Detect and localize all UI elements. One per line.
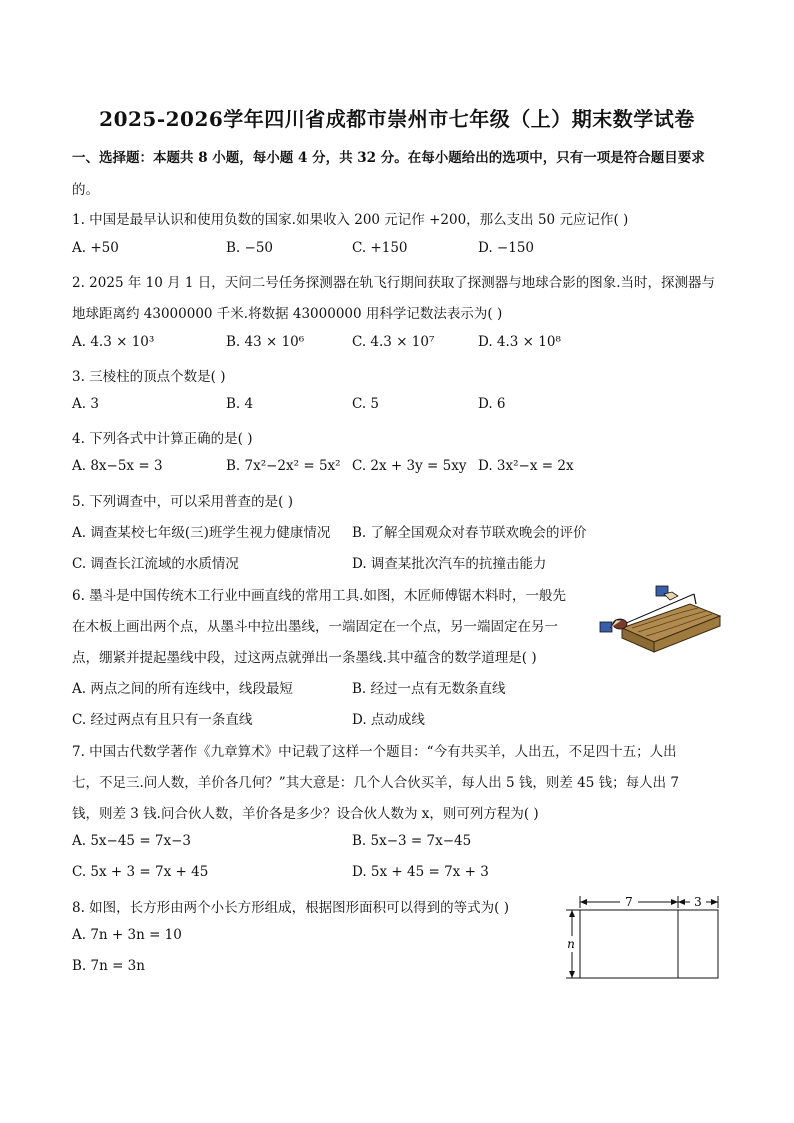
q8-option-b: B. 7n = 3n: [72, 958, 145, 974]
q2-stem-line2: 地球距离约 43000000 千米.将数据 43000000 用科学记数法表示为( ): [72, 306, 503, 322]
q6-stem-line2: 在木板上画出两个点，从墨斗中拉出墨线，一端固定在一个点，另一端固定在另一: [72, 619, 558, 635]
q5-option-c: C. 调查长江流域的水质情况: [72, 556, 239, 572]
q6-options-row2: [72, 708, 732, 726]
q3-option-c: C. 5: [352, 396, 380, 412]
q7-stem-line3: 钱，则差 3 钱.问合伙人数，羊价各是多少？设合伙人数为 x，则可列方程为( ): [72, 806, 539, 822]
q3-option-a: A. 3: [72, 396, 99, 412]
q1-options: [72, 240, 732, 258]
q4-option-c: C. 2x + 3y = 5xy: [352, 458, 467, 474]
outer-rectangle: [580, 910, 718, 978]
q6-option-b: B. 经过一点有无数条直线: [352, 681, 506, 697]
q6-stem-line3: 点，绷紧并提起墨线中段，过这两点就弹出一条墨线.其中蕴含的数学道理是( ): [72, 650, 537, 666]
q1-option-a: A. +50: [72, 240, 119, 256]
section-header-line1: 一、选择题：本题共 8 小题，每小题 4 分，共 32 分。在每小题给出的选项中，只有一项是符合题目要求: [72, 150, 705, 166]
q6-options-row1: [72, 677, 732, 695]
q2-stem-line1: 2. 2025 年 10 月 1 日，天问二号任务探测器在轨飞行期间获取了探测器与地球合影的图象.当时，探测器与: [72, 275, 716, 291]
q4-options: [72, 458, 732, 476]
q3-stem: 3. 三棱柱的顶点个数是( ): [72, 369, 226, 385]
q5-option-a: A. 调查某校七年级(三)班学生视力健康情况: [72, 525, 331, 541]
page-title: 2025-2026学年四川省成都市崇州市七年级（上）期末数学试卷: [99, 107, 695, 131]
q7-option-b: B. 5x−3 = 7x−45: [352, 833, 472, 849]
q3-options: [72, 396, 732, 414]
q7-options-row1: [72, 833, 732, 851]
q6-option-a: A. 两点之间的所有连线中，线段最短: [72, 681, 293, 697]
q6-option-d: D. 点动成线: [352, 712, 425, 728]
q8-stem: 8. 如图，长方形由两个小长方形组成，根据图形面积可以得到的等式为( ): [72, 900, 509, 916]
section-header-line2: 的。: [72, 182, 99, 198]
q7-option-c: C. 5x + 3 = 7x + 45: [72, 864, 209, 880]
q6-stem-line1: 6. 墨斗是中国传统木工行业中画直线的常用工具.如图，木匠师傅锯木料时，一般先: [72, 588, 566, 604]
q5-options-row2: [72, 552, 732, 570]
q1-stem: 1. 中国是最早认识和使用负数的国家.如果收入 200 元记作 +200，那么支出 50 元应记作( ): [72, 212, 629, 228]
ink-marker-woodworking-figure: [598, 584, 722, 658]
q7-option-a: A. 5x−45 = 7x−3: [72, 833, 192, 849]
q2-option-c: C. 4.3 × 10⁷: [352, 334, 435, 350]
label-width-7: 7: [625, 895, 633, 909]
q5-options-row1: [72, 521, 732, 539]
q4-option-a: A. 8x−5x = 3: [72, 458, 163, 474]
q5-option-d: D. 调查某批次汽车的抗撞击能力: [352, 556, 547, 572]
q1-option-b: B. −50: [226, 240, 273, 256]
q2-option-d: D. 4.3 × 10⁸: [478, 334, 561, 350]
q5-option-b: B. 了解全国观众对春节联欢晚会的评价: [352, 525, 587, 541]
q1-option-d: D. −150: [478, 240, 535, 256]
q1-option-c: C. +150: [352, 240, 408, 256]
q8-option-a: A. 7n + 3n = 10: [72, 927, 182, 943]
q3-option-b: B. 4: [226, 396, 254, 412]
q3-option-d: D. 6: [478, 396, 506, 412]
q4-stem: 4. 下列各式中计算正确的是( ): [72, 431, 253, 447]
q6-option-c: C. 经过两点有且只有一条直线: [72, 712, 253, 728]
q7-options-row2: [72, 864, 732, 882]
q2-option-a: A. 4.3 × 10³: [72, 334, 155, 350]
rectangle-area-figure: [560, 892, 724, 984]
q2-option-b: B. 43 × 10⁶: [226, 334, 305, 350]
q5-stem: 5. 下列调查中，可以采用普查的是( ): [72, 494, 293, 510]
q4-option-b: B. 7x²−2x² = 5x²: [226, 458, 341, 474]
label-height-n: n: [567, 937, 575, 951]
q7-stem-line2: 七，不足三.问人数，羊价各几何？”其大意是：几个人合伙买羊，每人出 5 钱，则差 45 钱；每人出 7: [72, 775, 680, 791]
label-width-3: 3: [694, 895, 702, 909]
q7-stem-line1: 7. 中国古代数学著作《九章算术》中记载了这样一个题目：“今有共买羊，人出五，不足四十五；人出: [72, 744, 677, 760]
q2-options: [72, 334, 732, 352]
q4-option-d: D. 3x²−x = 2x: [478, 458, 574, 474]
q7-option-d: D. 5x + 45 = 7x + 3: [352, 864, 489, 880]
